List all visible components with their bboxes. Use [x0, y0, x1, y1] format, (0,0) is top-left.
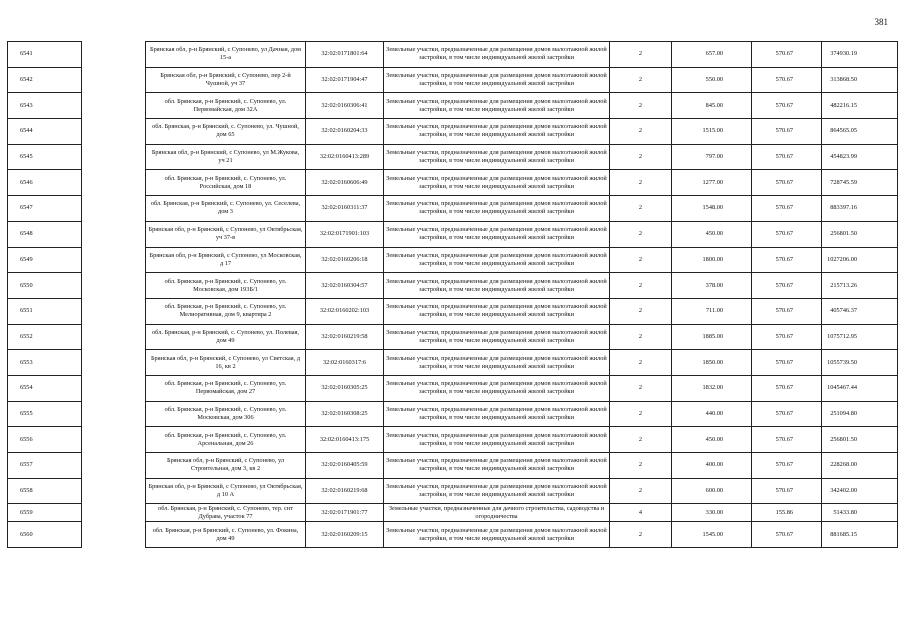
cadastral-value-cell: 454823.99	[822, 144, 898, 170]
row-number: 6560	[8, 522, 82, 548]
row-number: 6541	[8, 42, 82, 68]
category-cell: 2	[610, 144, 672, 170]
area-cell: 1548.00	[672, 196, 752, 222]
rate-cell: 570.67	[752, 247, 822, 273]
area-cell: 711.00	[672, 298, 752, 324]
table-row	[8, 375, 898, 401]
rate-cell: 570.67	[752, 375, 822, 401]
category-cell: 2	[610, 119, 672, 145]
spacer-cell	[82, 119, 146, 145]
spacer-cell	[82, 144, 146, 170]
cadastral-value-cell: 251094.80	[822, 401, 898, 427]
table-row	[8, 453, 898, 479]
rate-cell: 570.67	[752, 67, 822, 93]
cadastral-number-cell: 32:02:0171801:64	[306, 42, 384, 68]
address-cell: Брянская обл, р-н Брянский, с Супонево, ул Октябрьская, д 10 А	[146, 478, 306, 504]
table-row	[8, 401, 898, 427]
category-cell: 2	[610, 42, 672, 68]
cadastral-value-cell: 342402.00	[822, 478, 898, 504]
cadastral-value-cell: 728745.59	[822, 170, 898, 196]
category-cell: 2	[610, 93, 672, 119]
land-use-cell: Земельные участки, предназначенные для размещения домов малоэтажной жилой застройки, в том числе индивидуальной жилой застройки	[384, 119, 610, 145]
table-row	[8, 93, 898, 119]
rate-cell: 570.67	[752, 170, 822, 196]
row-number: 6555	[8, 401, 82, 427]
spacer-cell	[82, 93, 146, 119]
table-row	[8, 144, 898, 170]
rate-cell: 570.67	[752, 298, 822, 324]
area-cell: 378.00	[672, 273, 752, 299]
row-number: 6543	[8, 93, 82, 119]
category-cell: 2	[610, 298, 672, 324]
address-cell: обл. Брянская, р-н Брянский, с. Супонево, ул. Полевая, дом 49	[146, 324, 306, 350]
cadastral-number-cell: 32:02:0171901:77	[306, 504, 384, 522]
cadastral-value-cell: 864565.05	[822, 119, 898, 145]
row-number: 6557	[8, 453, 82, 479]
spacer-cell	[82, 42, 146, 68]
land-use-cell: Земельные участки, предназначенные для размещения домов малоэтажной жилой застройки, в том числе индивидуальной жилой застройки	[384, 453, 610, 479]
cadastral-number-cell: 32:02:0160204:33	[306, 119, 384, 145]
cadastral-value-cell: 215713.26	[822, 273, 898, 299]
table-row	[8, 221, 898, 247]
row-number: 6547	[8, 196, 82, 222]
cadastral-value-cell: 313868.50	[822, 67, 898, 93]
category-cell: 2	[610, 247, 672, 273]
cadastral-value-cell: 228268.00	[822, 453, 898, 479]
rate-cell: 570.67	[752, 478, 822, 504]
row-number: 6558	[8, 478, 82, 504]
cadastral-number-cell: 32:02:0160306:41	[306, 93, 384, 119]
address-cell: Брянская обл, р-н Брянский, с Супонево, ул Московская, д 17	[146, 247, 306, 273]
rate-cell: 570.67	[752, 324, 822, 350]
category-cell: 2	[610, 324, 672, 350]
cadastral-value-cell: 256801.50	[822, 221, 898, 247]
land-use-cell: Земельные участки, предназначенные для размещения домов малоэтажной жилой застройки, в том числе индивидуальной жилой застройки	[384, 350, 610, 376]
category-cell: 2	[610, 401, 672, 427]
area-cell: 400.00	[672, 453, 752, 479]
area-cell: 550.00	[672, 67, 752, 93]
land-use-cell: Земельные участки, предназначенные для размещения домов малоэтажной жилой застройки, в том числе индивидуальной жилой застройки	[384, 247, 610, 273]
spacer-cell	[82, 196, 146, 222]
cadastral-value-cell: 256801.50	[822, 427, 898, 453]
area-cell: 330.00	[672, 504, 752, 522]
category-cell: 2	[610, 522, 672, 548]
table-row	[8, 273, 898, 299]
rate-cell: 570.67	[752, 522, 822, 548]
area-cell: 450.00	[672, 221, 752, 247]
address-cell: обл. Брянская, р-н Брянский, с. Супонево, ул. Сеселева, дом 3	[146, 196, 306, 222]
row-number: 6550	[8, 273, 82, 299]
row-number: 6549	[8, 247, 82, 273]
row-number: 6546	[8, 170, 82, 196]
rate-cell: 570.67	[752, 42, 822, 68]
address-cell: обл. Брянская, р-н Брянский, с. Супонево, ул. Фокина, дом 49	[146, 522, 306, 548]
table-row	[8, 298, 898, 324]
area-cell: 440.00	[672, 401, 752, 427]
land-use-cell: Земельные участки, предназначенные для размещения домов малоэтажной жилой застройки, в том числе индивидуальной жилой застройки	[384, 42, 610, 68]
spacer-cell	[82, 453, 146, 479]
table-row	[8, 247, 898, 273]
table-row	[8, 522, 898, 548]
rate-cell: 570.67	[752, 453, 822, 479]
cadastral-number-cell: 32:02:0160413:175	[306, 427, 384, 453]
row-number: 6553	[8, 350, 82, 376]
cadastral-number-cell: 32:02:0171901:103	[306, 221, 384, 247]
row-number: 6556	[8, 427, 82, 453]
spacer-cell	[82, 375, 146, 401]
land-use-cell: Земельные участки, предназначенные для размещения домов малоэтажной жилой застройки, в том числе индивидуальной жилой застройки	[384, 298, 610, 324]
table-row	[8, 119, 898, 145]
table-row	[8, 196, 898, 222]
land-use-cell: Земельные участки, предназначенные для размещения домов малоэтажной жилой застройки, в том числе индивидуальной жилой застройки	[384, 221, 610, 247]
address-cell: обл. Брянская, р-н Брянский, с. Супонево, ул. Первомайская, дом 27	[146, 375, 306, 401]
area-cell: 845.00	[672, 93, 752, 119]
area-cell: 600.00	[672, 478, 752, 504]
cadastral-value-cell: 1075712.95	[822, 324, 898, 350]
area-cell: 797.00	[672, 144, 752, 170]
row-number: 6545	[8, 144, 82, 170]
rate-cell: 570.67	[752, 144, 822, 170]
area-cell: 1850.00	[672, 350, 752, 376]
row-number: 6554	[8, 375, 82, 401]
table-row	[8, 67, 898, 93]
category-cell: 2	[610, 196, 672, 222]
cadastral-number-cell: 32:02:0160413:289	[306, 144, 384, 170]
rate-cell: 570.67	[752, 93, 822, 119]
land-use-cell: Земельные участки, предназначенные для размещения домов малоэтажной жилой застройки, в том числе индивидуальной жилой застройки	[384, 196, 610, 222]
rate-cell: 570.67	[752, 119, 822, 145]
spacer-cell	[82, 221, 146, 247]
table-row	[8, 170, 898, 196]
land-use-cell: Земельные участки, предназначенные для размещения домов малоэтажной жилой застройки, в том числе индивидуальной жилой застройки	[384, 170, 610, 196]
rate-cell: 570.67	[752, 350, 822, 376]
land-use-cell: Земельные участки, предназначенные для размещения домов малоэтажной жилой застройки, в том числе индивидуальной жилой застройки	[384, 522, 610, 548]
land-use-cell: Земельные участки, предназначенные для размещения домов малоэтажной жилой застройки, в том числе индивидуальной жилой застройки	[384, 273, 610, 299]
cadastral-value-cell: 405746.37	[822, 298, 898, 324]
table-row	[8, 504, 898, 522]
row-number: 6548	[8, 221, 82, 247]
spacer-cell	[82, 170, 146, 196]
cadastral-number-cell: 32:02:0160219:68	[306, 478, 384, 504]
cadastral-number-cell: 32:02:0160311:37	[306, 196, 384, 222]
category-cell: 2	[610, 375, 672, 401]
category-cell: 2	[610, 221, 672, 247]
category-cell: 2	[610, 453, 672, 479]
area-cell: 1885.00	[672, 324, 752, 350]
address-cell: Брянская обл, р-н Брянский, с Супонево, ул Строительная, дом 3, кв 2	[146, 453, 306, 479]
area-cell: 1277.00	[672, 170, 752, 196]
cadastral-value-cell: 1055739.50	[822, 350, 898, 376]
table-body	[8, 42, 898, 548]
cadastral-number-cell: 32:02:0160219:58	[306, 324, 384, 350]
spacer-cell	[82, 298, 146, 324]
address-cell: обл. Брянская, р-н Брянский, с. Супонево, ул. Арсенальная, дом 26	[146, 427, 306, 453]
address-cell: Брянская обл, р-н Брянский, с Супонево, ул Дачная, дом 15-а	[146, 42, 306, 68]
spacer-cell	[82, 504, 146, 522]
rate-cell: 570.67	[752, 196, 822, 222]
land-use-cell: Земельные участки, предназначенные для размещения домов малоэтажной жилой застройки, в том числе индивидуальной жилой застройки	[384, 478, 610, 504]
row-number: 6552	[8, 324, 82, 350]
row-number: 6542	[8, 67, 82, 93]
row-number: 6559	[8, 504, 82, 522]
land-use-cell: Земельные участки, предназначенные для дачного строительства, садоводства и огородничества	[384, 504, 610, 522]
address-cell: обл. Брянская, р-н Брянский, с. Супонево, ул. Московская, дом 193Б/1	[146, 273, 306, 299]
cadastral-value-cell: 881685.15	[822, 522, 898, 548]
category-cell: 2	[610, 478, 672, 504]
spacer-cell	[82, 67, 146, 93]
table-row	[8, 42, 898, 68]
cadastral-number-cell: 32:02:0160405:59	[306, 453, 384, 479]
rate-cell: 570.67	[752, 427, 822, 453]
rate-cell: 570.67	[752, 221, 822, 247]
area-cell: 450.00	[672, 427, 752, 453]
land-use-cell: Земельные участки, предназначенные для размещения домов малоэтажной жилой застройки, в том числе индивидуальной жилой застройки	[384, 144, 610, 170]
table-row	[8, 427, 898, 453]
cadastral-number-cell: 32:02:0160209:15	[306, 522, 384, 548]
address-cell: обл. Брянская, р-н Брянский, с. Супонево, ул. Мелиоративная, дом 9, квартира 2	[146, 298, 306, 324]
area-cell: 1545.00	[672, 522, 752, 548]
cadastral-number-cell: 32:02:0160317:6	[306, 350, 384, 376]
address-cell: обл. Брянская, р-н Брянский, с. Супонево, тер. снт Дубрава, участок 77	[146, 504, 306, 522]
cadastral-number-cell: 32:02:0160304:57	[306, 273, 384, 299]
cadastral-value-table	[7, 41, 898, 548]
land-use-cell: Земельные участки, предназначенные для размещения домов малоэтажной жилой застройки, в том числе индивидуальной жилой застройки	[384, 324, 610, 350]
rate-cell: 155.86	[752, 504, 822, 522]
table-row	[8, 478, 898, 504]
category-cell: 2	[610, 350, 672, 376]
cadastral-value-cell: 1027206.00	[822, 247, 898, 273]
land-use-cell: Земельные участки, предназначенные для размещения домов малоэтажной жилой застройки, в том числе индивидуальной жилой застройки	[384, 401, 610, 427]
area-cell: 1515.00	[672, 119, 752, 145]
area-cell: 1800.00	[672, 247, 752, 273]
cadastral-number-cell: 32:02:0171904:47	[306, 67, 384, 93]
spacer-cell	[82, 522, 146, 548]
cadastral-value-cell: 482216.15	[822, 93, 898, 119]
address-cell: Брянская обл, р-н Брянский, с Супонево, ул Октябрьская, уч 37-в	[146, 221, 306, 247]
row-number: 6544	[8, 119, 82, 145]
category-cell: 2	[610, 273, 672, 299]
table-row	[8, 324, 898, 350]
land-use-cell: Земельные участки, предназначенные для размещения домов малоэтажной жилой застройки, в том числе индивидуальной жилой застройки	[384, 93, 610, 119]
row-number: 6551	[8, 298, 82, 324]
page-number: 381	[874, 17, 888, 27]
address-cell: обл. Брянская, р-н Брянский, с. Супонево, ул. Российская, дом 18	[146, 170, 306, 196]
rate-cell: 570.67	[752, 273, 822, 299]
address-cell: Брянская обл, р-н Брянский, с Супонево, ул М.Жукова, уч 21	[146, 144, 306, 170]
cadastral-value-cell: 51433.80	[822, 504, 898, 522]
category-cell: 4	[610, 504, 672, 522]
spacer-cell	[82, 350, 146, 376]
address-cell: обл. Брянская, р-н Брянский, с. Супонево, ул. Первомайская, дом 32А	[146, 93, 306, 119]
spacer-cell	[82, 478, 146, 504]
category-cell: 2	[610, 427, 672, 453]
rate-cell: 570.67	[752, 401, 822, 427]
cadastral-value-cell: 1045467.44	[822, 375, 898, 401]
cadastral-number-cell: 32:02:0160606:49	[306, 170, 384, 196]
spacer-cell	[82, 247, 146, 273]
category-cell: 2	[610, 67, 672, 93]
spacer-cell	[82, 427, 146, 453]
cadastral-value-cell: 883397.16	[822, 196, 898, 222]
cadastral-value-cell: 374930.19	[822, 42, 898, 68]
cadastral-number-cell: 32:02:0160308:25	[306, 401, 384, 427]
cadastral-number-cell: 32:02:0160202:103	[306, 298, 384, 324]
cadastral-number-cell: 32:02:0160206:18	[306, 247, 384, 273]
land-use-cell: Земельные участки, предназначенные для размещения домов малоэтажной жилой застройки, в том числе индивидуальной жилой застройки	[384, 427, 610, 453]
category-cell: 2	[610, 170, 672, 196]
cadastral-number-cell: 32:02:0160305:25	[306, 375, 384, 401]
address-cell: обл. Брянская, р-н Брянский, с. Супонево, ул. Чушной, дом 65	[146, 119, 306, 145]
address-cell: Брянская обл, р-н Брянский, с Супонево, пер 2-й Чушной, уч 37	[146, 67, 306, 93]
address-cell: обл. Брянская, р-н Брянский, с. Супонево, ул. Московская, дом 306	[146, 401, 306, 427]
spacer-cell	[82, 401, 146, 427]
area-cell: 1832.00	[672, 375, 752, 401]
address-cell: Брянская обл, р-н Брянский, с Супонево, ул Светская, д 16, кв 2	[146, 350, 306, 376]
spacer-cell	[82, 324, 146, 350]
land-use-cell: Земельные участки, предназначенные для размещения домов малоэтажной жилой застройки, в том числе индивидуальной жилой застройки	[384, 67, 610, 93]
table-row	[8, 350, 898, 376]
land-use-cell: Земельные участки, предназначенные для размещения домов малоэтажной жилой застройки, в том числе индивидуальной жилой застройки	[384, 375, 610, 401]
area-cell: 657.00	[672, 42, 752, 68]
spacer-cell	[82, 273, 146, 299]
